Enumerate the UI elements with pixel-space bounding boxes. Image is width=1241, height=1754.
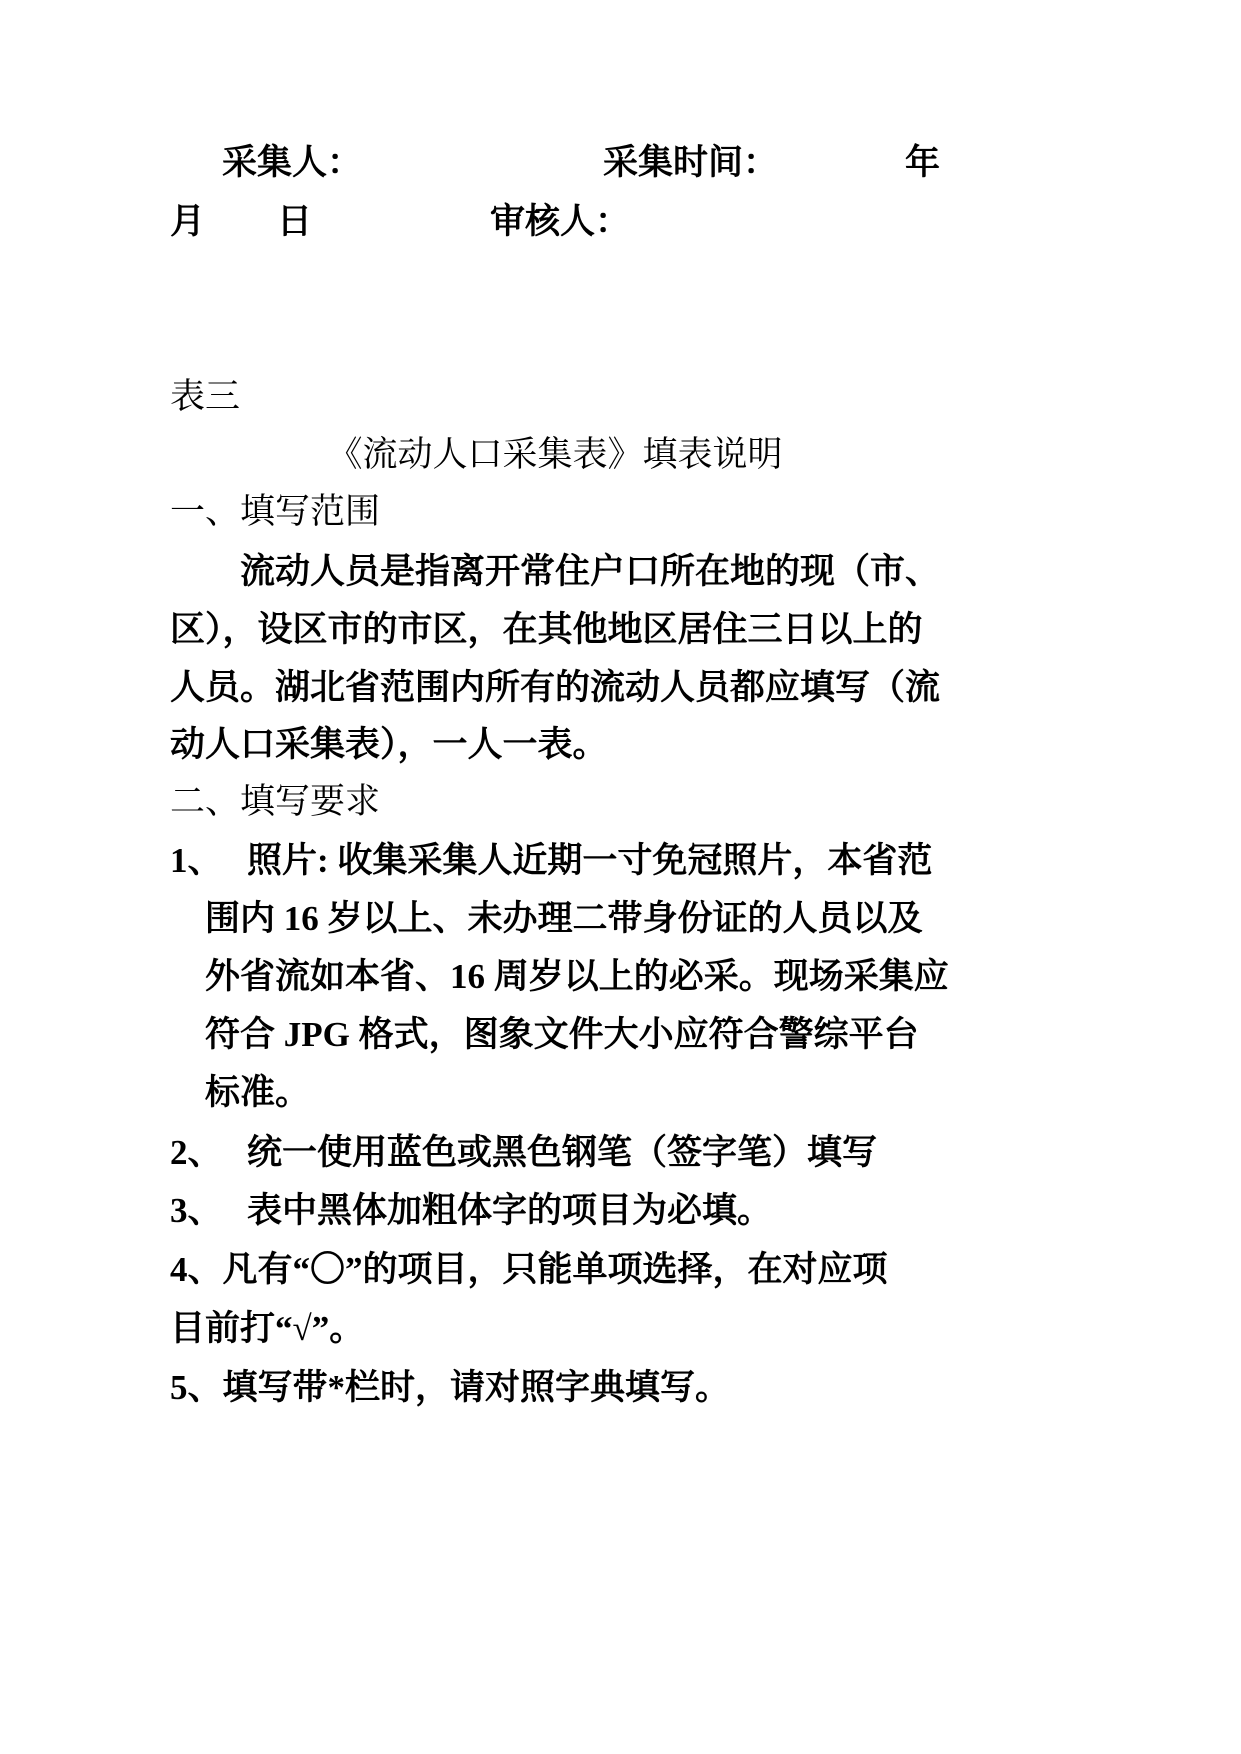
list-item-line: 符合 JPG 格式，图象文件大小应符合警综平台 bbox=[205, 1015, 919, 1054]
list-item bbox=[170, 1241, 888, 1299]
document-title: 《流动人口采集表》填表说明 bbox=[327, 435, 783, 474]
list-item-line: 统一使用蓝色或黑色钢笔（签字笔）填写 bbox=[247, 1133, 878, 1172]
list-item-number: 3、 bbox=[170, 1191, 223, 1230]
collection-time-label: 采集时间： bbox=[603, 143, 779, 182]
list-item-number: 5、 bbox=[170, 1368, 223, 1407]
list-item-line: 表中黑体加粗体字的项目为必填。 bbox=[247, 1191, 773, 1230]
list-item-line: 围内 16 岁以上、未办理二带身份证的人员以及 bbox=[205, 899, 923, 938]
paragraph-line: 流动人员是指离开常住户口所在地的现（市、 bbox=[240, 552, 941, 591]
list-item-line: 标准。 bbox=[205, 1073, 311, 1112]
year-label: 年 bbox=[905, 143, 941, 182]
list-item bbox=[170, 1359, 730, 1417]
paragraph-line: 人员。湖北省范围内所有的流动人员都应填写（流 bbox=[170, 668, 941, 707]
table-number: 表三 bbox=[170, 377, 241, 416]
list-item-number: 1、 bbox=[170, 841, 223, 880]
list-item-line: 照片: 收集采集人近期一寸免冠照片，本省范 bbox=[247, 841, 933, 880]
list-item-number: 2、 bbox=[170, 1133, 223, 1172]
paragraph-line: 区），设区市的市区，在其他地区居住三日以上的 bbox=[170, 610, 923, 649]
collector-label: 采集人： bbox=[222, 143, 363, 182]
month-label: 月 bbox=[170, 202, 206, 241]
list-item-line: 目前打“√”。 bbox=[170, 1309, 365, 1348]
list-item-line: 填写带*栏时，请对照字典填写。 bbox=[222, 1368, 731, 1407]
list-item-number: 4、 bbox=[170, 1250, 223, 1289]
day-label: 日 bbox=[277, 202, 313, 241]
section-heading-requirements: 二、填写要求 bbox=[170, 782, 381, 821]
paragraph-line: 动人口采集表），一人一表。 bbox=[170, 725, 608, 764]
reviewer-label: 审核人： bbox=[490, 202, 631, 241]
list-item-line: 凡有“〇”的项目，只能单项选择，在对应项 bbox=[222, 1250, 888, 1289]
list-item-line: 外省流如本省、16 周岁以上的必采。现场采集应 bbox=[205, 957, 949, 996]
section-heading-scope: 一、填写范围 bbox=[170, 492, 381, 531]
